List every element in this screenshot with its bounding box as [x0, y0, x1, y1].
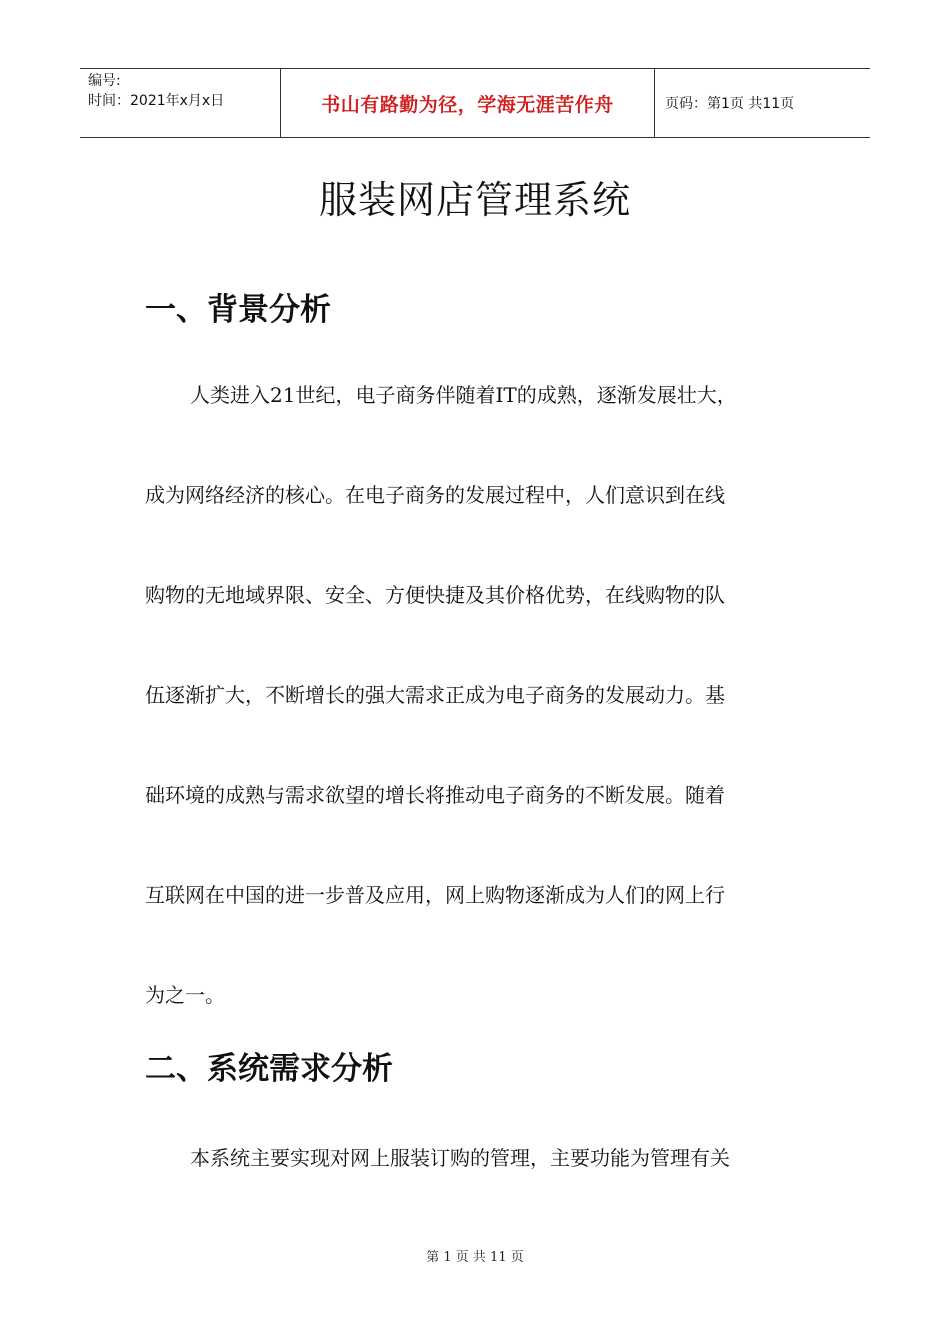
header-time-label: 时间：2021年x月x日: [88, 93, 225, 109]
paragraph-line: 础环境的成熟与需求欲望的增长将推动电子商务的不断发展。随着: [145, 783, 725, 807]
header-motto: 书山有路勤为径，学海无涯苦作舟: [281, 69, 655, 137]
header-number-label: 编号:: [88, 73, 121, 89]
header-page-info: 页码：第1页 共11页: [665, 96, 795, 112]
page-footer: 第 1 页 共 11 页: [426, 1250, 524, 1265]
paragraph-line: 为之一。: [145, 983, 225, 1007]
paragraph-line: 本系统主要实现对网上服装订购的管理，主要功能为管理有关: [190, 1146, 730, 1170]
paragraph-line: 成为网络经济的核心。在电子商务的发展过程中，人们意识到在线: [145, 483, 725, 507]
paragraph-line: 人类进入21世纪，电子商务伴随着IT的成熟，逐渐发展壮大，: [190, 383, 737, 407]
header-table: [80, 68, 870, 138]
header-meta-cell: [80, 69, 281, 137]
section-heading-requirements: 二、系统需求分析: [145, 1051, 393, 1087]
section-heading-background: 一、背景分析: [145, 292, 331, 328]
document-title: 服装网店管理系统: [318, 178, 631, 222]
paragraph-line: 互联网在中国的进一步普及应用，网上购物逐渐成为人们的网上行: [145, 883, 725, 907]
paragraph-line: 购物的无地域界限、安全、方便快捷及其价格优势，在线购物的队: [145, 583, 725, 607]
paragraph-line: 伍逐渐扩大，不断增长的强大需求正成为电子商务的发展动力。基: [145, 683, 725, 707]
